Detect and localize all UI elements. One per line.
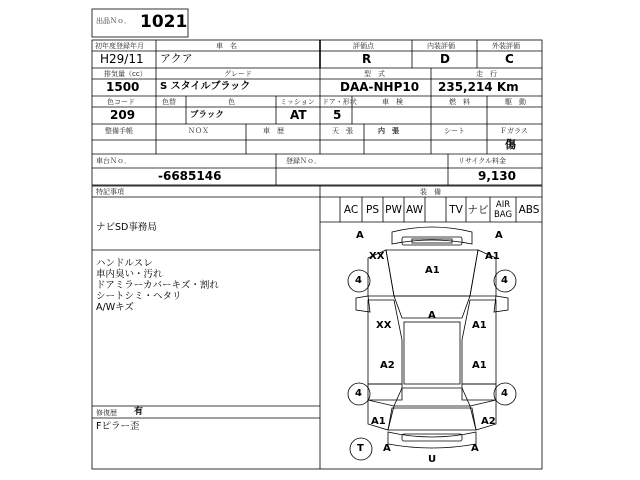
note-line: シートシミ・ヘタリ (96, 291, 182, 302)
label-nox: ＮＯＸ (188, 127, 209, 135)
value-model-code: DAA-NHP10 (340, 80, 420, 94)
mark-a-rear-left: A (383, 443, 391, 454)
mark-a1-hood: A1 (425, 265, 440, 276)
label-reg-year: 初年度登録年月 (95, 42, 144, 50)
note-line: ハンドルスレ (96, 258, 153, 269)
label-color-type: 色替 (162, 98, 176, 106)
value-chassis-no: -6685146 (158, 169, 222, 183)
remarks-block (96, 222, 316, 233)
note-line: A/Wキズ (96, 302, 134, 313)
lot-number: 1021 (140, 12, 188, 32)
value-car-name: アクア (160, 52, 193, 65)
label-maintenance-book: 整備手帳 (105, 127, 133, 135)
label-remarks: 特記事項 (96, 188, 124, 196)
label-displacement: 排気量（cc） (104, 70, 147, 78)
value-doors: 5 (333, 108, 342, 122)
label-sunroof: 天 張 (332, 127, 353, 135)
value-mission: AT (290, 108, 307, 122)
label-f-glass: Ｆガラス (500, 127, 528, 135)
label-interior-score: 内装評価 (427, 42, 455, 50)
value-exterior-score: C (505, 52, 514, 66)
tire-rear-right: 4 (501, 388, 508, 399)
label-chassis-no: 車台Ｎｏ． (96, 157, 131, 165)
value-f-glass: 傷 (505, 138, 516, 151)
label-score: 評価点 (353, 42, 374, 50)
label-exterior-score: 外装評価 (492, 42, 520, 50)
value-color-code: 209 (110, 108, 136, 122)
label-history: 車 歴 (263, 127, 284, 135)
label-mission: ミッション (280, 98, 315, 106)
label-color: 色 (228, 98, 235, 106)
equipment-ps: PS (366, 204, 379, 216)
label-color-code: 色コード (107, 98, 135, 106)
label-grade: グレード (224, 70, 252, 78)
equipment-tv: TV (449, 204, 463, 216)
mark-a1-front-right: A1 (485, 251, 500, 262)
mark-a-front-left: A (356, 230, 364, 241)
label-doors: ドア・形状 (322, 98, 357, 106)
label-recycle: リサイクル料金 (458, 157, 507, 165)
note-line: ドアミラーカバーキズ・割れ (96, 280, 219, 291)
label-interior: 内 張 (378, 127, 399, 135)
mark-a-front-right: A (495, 230, 503, 241)
label-car-name: 車 名 (216, 42, 237, 50)
equipment-aw: AW (406, 204, 423, 216)
label-drive: 駆 動 (505, 98, 526, 106)
mark-t-circle: T (357, 443, 364, 454)
label-model-code: 型 式 (364, 70, 385, 78)
mark-u-bottom: U (428, 454, 437, 465)
mark-a2-rear-right: A2 (481, 416, 496, 427)
mark-a2-left: A2 (380, 360, 395, 371)
lot-label: 出品Ｎｏ． (96, 17, 131, 25)
label-equipment: 装 備 (420, 188, 441, 196)
equipment-pw: PW (385, 204, 402, 216)
value-recycle: 9,130 (478, 169, 516, 183)
label-reg-no: 登録Ｎｏ． (286, 157, 321, 165)
equipment-ac: AC (343, 204, 359, 216)
repair-block (96, 421, 316, 432)
remarks-line: ナビSD事務局 (96, 222, 157, 233)
value-color: ブラック (190, 110, 224, 120)
label-fuel: 燃 料 (449, 98, 470, 106)
value-mileage: 235,214 Km (438, 80, 519, 94)
mark-a-roof: A (428, 310, 436, 321)
value-reg-year: H29/11 (100, 52, 144, 66)
equipment-airbag: AIR BAG (493, 200, 513, 220)
note-line: 車内臭い・汚れ (96, 269, 163, 280)
mark-a1-right: A1 (472, 360, 487, 371)
value-displacement: 1500 (106, 80, 140, 94)
label-seat: シート (444, 127, 465, 135)
notes-block (96, 258, 316, 313)
mark-a1-rear-left: A1 (371, 416, 386, 427)
tire-rear-left: 4 (355, 388, 362, 399)
label-inspection: 車 検 (382, 98, 403, 106)
mark-xx-side: XX (376, 320, 392, 331)
mark-a1-side-right: A1 (472, 320, 487, 331)
equipment-abs: ABS (518, 204, 540, 216)
label-repair-history: 修復歴 (96, 409, 117, 417)
tire-front-right: 4 (501, 275, 508, 286)
value-interior-score: D (440, 52, 450, 66)
label-mileage: 走 行 (476, 70, 497, 78)
value-grade: S スタイルブラック (160, 81, 251, 92)
mark-xx-front: XX (369, 251, 385, 262)
value-repair-history: 有 (134, 407, 144, 417)
value-score: R (362, 52, 372, 66)
mark-a-rear-right: A (471, 443, 479, 454)
tire-front-left: 4 (355, 275, 362, 286)
equipment-navi: ナビ (467, 204, 489, 216)
repair-line: Fピラー歪 (96, 421, 140, 432)
